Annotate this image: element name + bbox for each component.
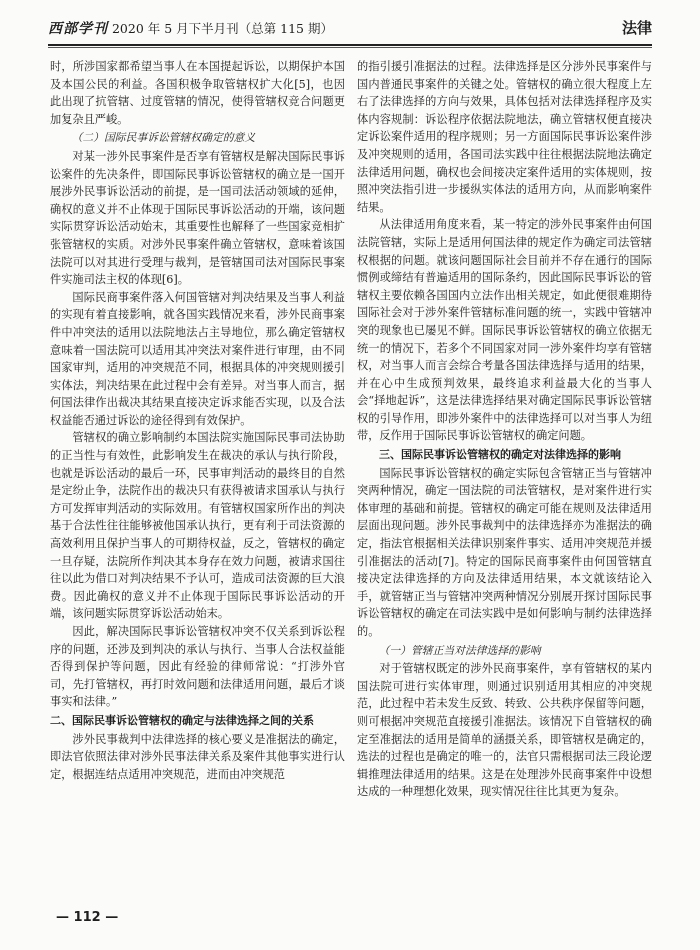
paragraph-continued: 时，所涉国家都希望当事人在本国提起诉讼，以期保护本国及本国公民的利益。各国积极争取管辖权扩大化[5]，也因此出现了抗管辖、过度管辖的情况，使得管辖权竞合问题更加复杂且严峻。 <box>50 60 345 126</box>
issue-info: 2020 年 5 月下半月刊（总第 115 期） <box>111 21 333 36</box>
section-heading: 二、国际民事诉讼管辖权的确定与法律选择之间的关系 <box>50 713 314 727</box>
paragraph: 国际民事诉讼管辖权的确定实际包含管辖正当与管辖冲突两种情况，确定一国法院的司法管辖权，是对案件进行实体审理的基础和前提。管辖权的确定可能在规则及法律适用层面出现问题。涉外民事裁判中的法律选择亦为准据法的确定，指法官根据相关法律识别案件事实、适用冲突规范并援引准据法的活动[7]。特定的国际民商事案件由何国管辖直接决定法律选择的方向及法律适用结果，本文就该结论入手，就管辖正当与管辖冲突两种情况分别展开探讨国际民事诉讼管辖权的确定在司法实践中是如何影响与制约法律选择的。 <box>357 466 652 638</box>
subsection-heading: （一）管辖正当对法律选择的影响 <box>378 643 541 657</box>
right-column <box>357 58 652 801</box>
journal-info <box>48 18 333 38</box>
paragraph: 管辖权的确立影响制约本国法院实施国际民事司法协助的正当性与有效性，此影响发生在裁决的承认与执行阶段，也就是诉讼活动的最后一环，民事审判活动的最终目的自然是定纷止争，法院作出的裁决只有获得被请求国承认与执行方可发挥审判活动的实际效用。有管辖权国家所作出的判决基于合法性往往能够被他国承认执行，更有利于司法资源的高效利用且保护当事人的可期待权益，反之，管辖权的确定一旦存疑，法院所作判决其本身存在效力问题，被请求国往往以此为借口对判决结果不予认可，造成司法资源的巨大浪费。因此确权的意义并不止体现于国际民事诉讼活动的开端，该问题实际贯穿诉讼活动始末。 <box>50 431 345 621</box>
left-column <box>50 58 345 783</box>
journal-logo: 西部学刊 <box>48 21 108 37</box>
section-title: 法律 <box>621 19 652 37</box>
running-header <box>48 18 652 40</box>
header-rule-thin <box>48 47 652 48</box>
page-number: — 112 — <box>56 910 119 925</box>
section-heading: 三、国际民事诉讼管辖权的确定对法律选择的影响 <box>379 448 621 462</box>
paragraph: 国际民商事案件落入何国管辖对判决结果及当事人利益的实现有着直接影响，就各国实践情况来看，涉外民商事案件中冲突法的适用以法院地法占主导地位，那么确定管辖权意味着一国法院可以适用其冲突法对案件进行审理，由不同国家审判，适用的冲突规范不同，根据具体的冲突规则援引实体法，判决结果在此过程中会有差异。对当事人而言，据何国法律作出裁决其结果直接决定诉求能否实现，以及合法权益能否通过诉讼的途径得到有效保护。 <box>50 290 345 427</box>
paragraph: 涉外民事裁判中法律选择的核心要义是准据法的确定，即法官依照法律对涉外民事法律关系及案件其他事实进行认定，根据连结点适用冲突规范，进而由冲突规范 <box>50 732 345 781</box>
header-rule <box>48 44 652 46</box>
paragraph: 因此，解决国际民事诉讼管辖权冲突不仅关系到诉讼程序的问题，还涉及到判决的承认与执行、当事人合法权益能否得到保护等问题，因此有经验的律师常说：“打涉外官司，先打管辖权，再打时效问题和法律适用问题，最后才谈事实和法律。” <box>50 625 345 709</box>
paragraph-continued: 的指引援引准据法的过程。法律选择是区分涉外民事案件与国内普通民事案件的关键之处。管辖权的确立很大程度上左右了法律选择的方向与效果，具体包括对法律选择程序及实体内容规制：诉讼程序依据法院地法，确立管辖权便直接决定诉讼案件适用的程序规则；另一方面国际民事诉讼案件涉及冲突规则的适用，各国司法实践中往往根据法院地法确定法律适用问题，确权也会间接决定案件适用的实体规则，按照冲突法指引进一步援纵实体法的适用方向，从而影响案件结果。 <box>357 60 652 214</box>
paragraph: 从法律适用角度来看，某一特定的涉外民事案件由何国法院管辖，实际上是适用何国法律的规定作为确定司法管辖权根据的问题。就该问题国际社会目前并不存在通行的国际惯例或缔结有普遍适用的国际条约，因此国际民事诉讼的管辖权主要依赖各国国内立法作出相关规定，如此便很难期待国际社会对于涉外案件管辖标准问题的统一，实践中管辖冲突的现象也已屡见不鲜。国际民事诉讼管辖权的确立依据无统一的情况下，若多个不同国家对同一涉外案件均享有管辖权，对当事人而言会综合考量各国法律选择与适用的结果，并在心中生成预判效果，最终追求利益最大化的当事人会“择地起诉”，这是法律选择结果对确定国际民事诉讼管辖权的引导作用，即涉外案件中的法律选择可以对当事人为纽带，反作用于国际民事诉讼管辖权的确定问题。 <box>357 218 652 443</box>
subsection-heading: （二）国际民事诉讼管辖权确定的意义 <box>71 131 256 145</box>
paragraph: 对于管辖权既定的涉外民商事案件，享有管辖权的某内国法院可进行实体审理，则通过识别适用其相应的冲突规范，此过程中若未发生反致、转致、公共秩序保留等问题，则可根据冲突规范直接援引准据法。该情况下自管辖权的确定至准据法的适用是简单的涵摄关系，即管辖权是确定的，选法的过程也是确定的唯一的，法官只需根据司法三段论逻辑推理法律适用的结果。这是在处理涉外民商事案件中设想达成的一种理想化效果，现实情况往往比其更为复杂。 <box>357 662 652 799</box>
paragraph: 对某一涉外民事案件是否享有管辖权是解决国际民事诉讼案件的先决条件，即国际民事诉讼管辖权的确立是一国开展涉外民事诉讼活动的前提，是一国司法活动领域的延伸，确权的意义并不止体现于国际民事诉讼活动的开端，该问题实际贯穿诉讼活动始末，其重要性也解释了一些国家竞相扩张管辖权的实质。对涉外民事案件确立管辖权，意味着该国法院可以对其进行受理与裁判，是管辖国司法对国际民事案件实施司法主权的体现[6]。 <box>50 149 345 287</box>
